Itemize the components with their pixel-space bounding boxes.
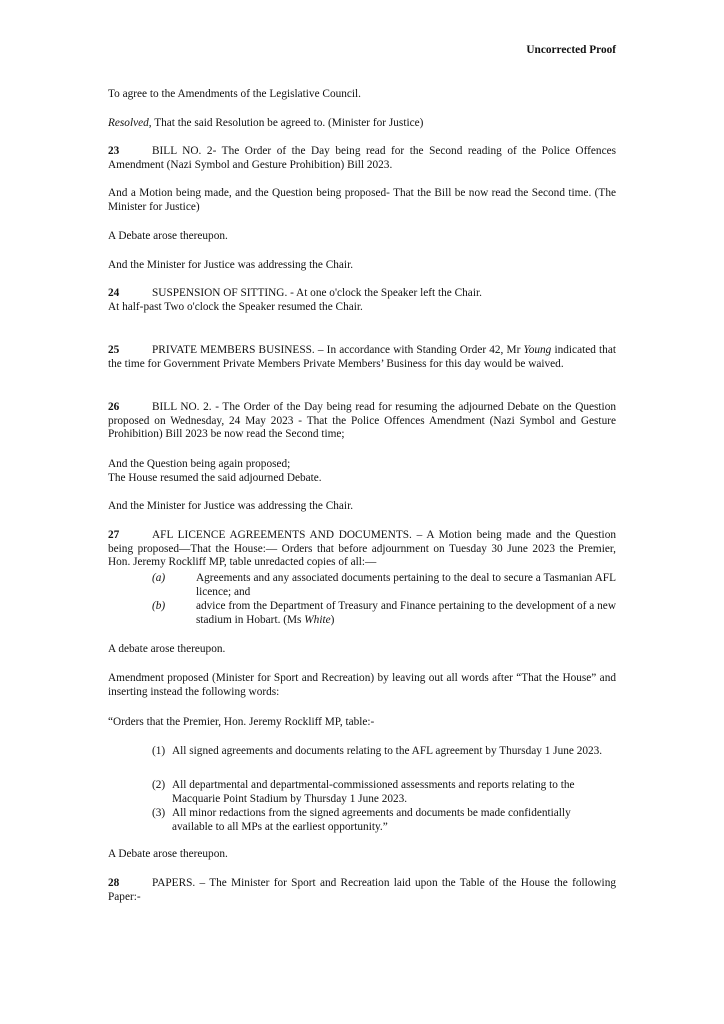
paragraph: [108, 117, 616, 131]
paragraph: [108, 458, 616, 485]
item-26: [108, 401, 616, 442]
item-text: PAPERS. – The Minister for Sport and Recreation laid upon the Table of the House the following Paper:-: [108, 877, 616, 903]
item-number: 26: [108, 401, 120, 413]
paragraph-line: The House resumed the said adjourned Debate.: [108, 471, 322, 484]
paragraph: And a Motion being made, and the Question being proposed- That the Bill be now read the Second time. (The Minister for Justice): [108, 187, 616, 213]
paragraph: To agree to the Amendments of the Legislative Council.: [108, 88, 362, 100]
item-number: 24: [108, 287, 120, 299]
paragraph: And the Minister for Justice was addressing the Chair.: [108, 259, 354, 271]
item-text: indicated that the time for Government Private Members Private Members’ Business for this day would be waived.: [108, 344, 616, 370]
member-name: White: [304, 613, 331, 626]
item-27: [108, 529, 616, 570]
item-text: BILL NO. 2- The Order of the Day being read for the Second reading of the Police Offences Amendment (Nazi Symbol and Gesture Prohibition) Bill 2023.: [108, 145, 616, 171]
sub-item-label: (b): [152, 600, 166, 612]
paragraph: A Debate arose thereupon.: [108, 848, 228, 860]
list-item-text: All departmental and departmental-commissioned assessments and reports relating to the Macquarie Point Stadium by Thursday 1 June 2023.: [172, 779, 575, 805]
sub-item-end: ): [330, 613, 335, 626]
item-number: 25: [108, 344, 120, 356]
item-text: BILL NO. 2. - The Order of the Day being read for resuming the adjourned Debate on the Question proposed on Wednesday, 24 May 2023 - That the Police Offences Amendment (Nazi Symbol and Gesture Prohibition) Bill 2023 be now read the Second time;: [108, 401, 616, 441]
paragraph-line: And the Question being again proposed;: [108, 458, 291, 470]
item-text-line: At half-past Two o'clock the Speaker resumed the Chair.: [108, 300, 363, 313]
list-item-text: All signed agreements and documents relating to the AFL agreement by Thursday 1 June 2023.: [172, 745, 603, 757]
sub-item-body: advice from the Department of Treasury and Finance pertaining to the development of a new stadium in Hobart. (Ms: [196, 600, 616, 626]
sub-item-text: Agreements and any associated documents pertaining to the deal to secure a Tasmanian AFL licence; and: [196, 572, 616, 598]
list-item-text: All minor redactions from the signed agreements and documents be made confidentially available to all MPs at the earliest opportunity.”: [172, 807, 571, 833]
resolution-text: , That the said Resolution be agreed to. (Minister for Justice): [148, 117, 424, 129]
resolved-text: Resolved: [108, 117, 149, 129]
item-24: [108, 287, 616, 314]
proof-header: Uncorrected Proof: [526, 44, 616, 56]
list-item-label: (3): [152, 807, 166, 819]
sub-item-label: (a): [152, 572, 166, 584]
item-number: 23: [108, 145, 120, 157]
item-number: 28: [108, 877, 120, 889]
paragraph: And the Minister for Justice was addressing the Chair.: [108, 500, 354, 512]
item-23: [108, 145, 616, 172]
list-item-label: (2): [152, 779, 166, 791]
list-item-label: (1): [152, 745, 166, 757]
paragraph: Amendment proposed (Minister for Sport and Recreation) by leaving out all words after “That the House” and inserting instead the following words:: [108, 672, 616, 698]
item-text: SUSPENSION OF SITTING. - At one o'clock the Speaker left the Chair.: [152, 287, 482, 299]
item-text: PRIVATE MEMBERS BUSINESS. – In accordance with Standing Order 42, Mr: [152, 344, 524, 356]
paragraph: A Debate arose thereupon.: [108, 230, 228, 242]
item-text: AFL LICENCE AGREEMENTS AND DOCUMENTS. – A Motion being made and the Question being proposed—That the House:— Orders that before adjournment on Tuesday 30 June 2023 the Premier, Hon. Jeremy Rockliff MP, table unredacted copies of all:—: [108, 529, 616, 569]
item-25: [108, 344, 616, 371]
sub-item-text: [196, 600, 616, 627]
paragraph: “Orders that the Premier, Hon. Jeremy Rockliff MP, table:-: [108, 716, 375, 728]
member-name: Young: [523, 344, 552, 356]
paragraph: A debate arose thereupon.: [108, 643, 226, 655]
item-28: [108, 877, 616, 904]
item-number: 27: [108, 529, 120, 541]
